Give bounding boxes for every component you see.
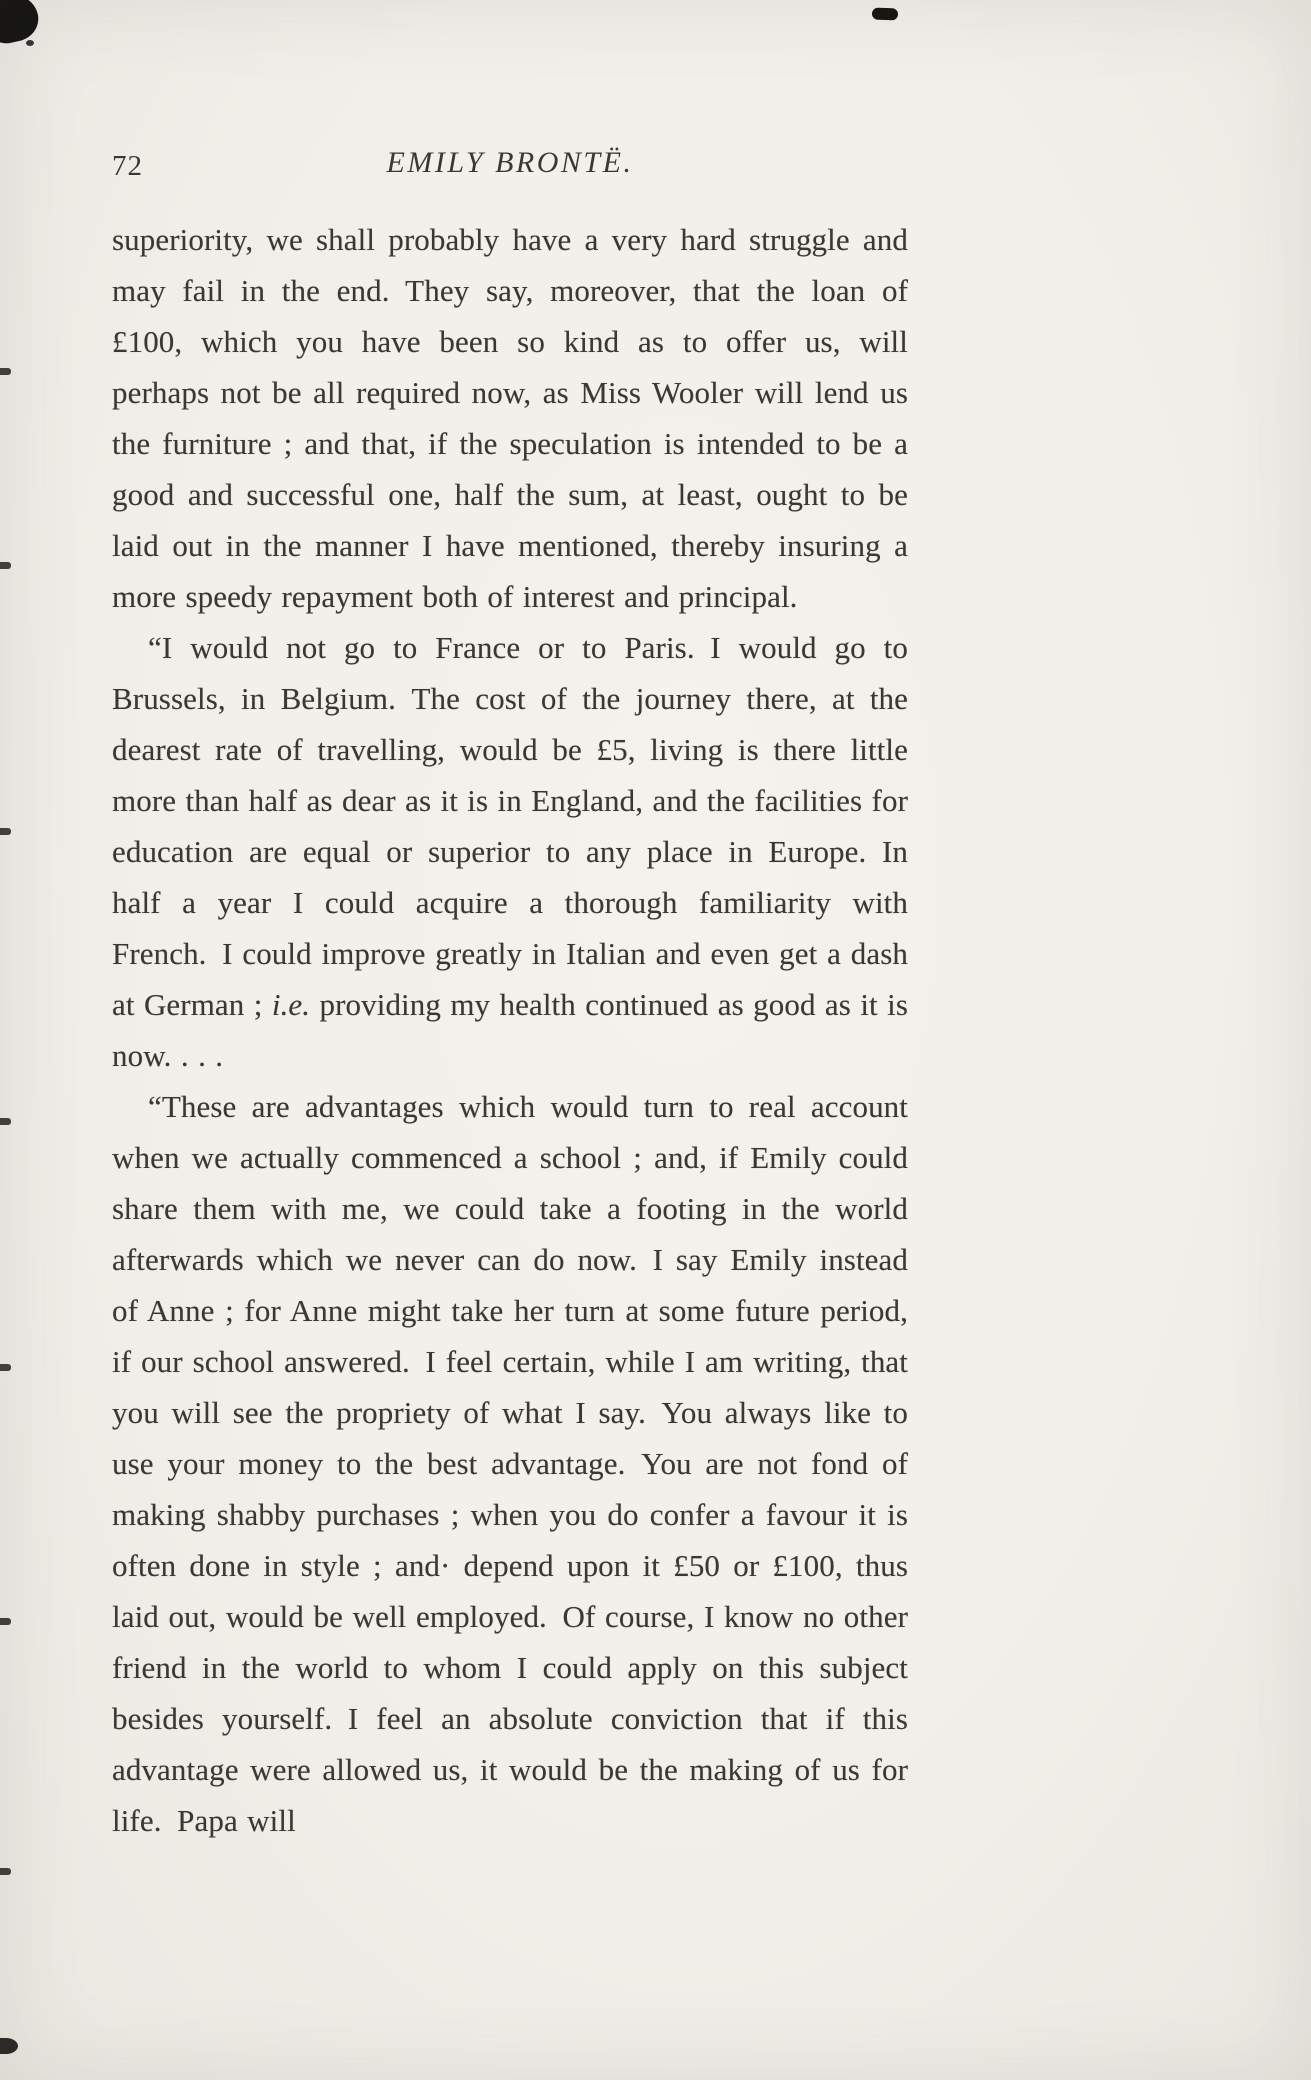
paragraph: superiority, we shall probably have a very hard struggle and may fail in the end. They say, moreover, that the loan of £100, which you have been so kind as to offer us, will perhaps not be all required now, as Miss Wooler will lend us the furniture ; and that, if the speculation is intended to be a good and successful one, half the sum, at least, ought to be laid out in the manner I have mentioned, thereby insuring a more speedy repayment both of interest and principal.: [112, 222, 908, 614]
scan-artifact-edge-mark: [0, 828, 11, 835]
scan-artifact-corner-mark: [0, 2038, 18, 2054]
page-headline: [112, 146, 908, 192]
scan-artifact-ink-blob: [0, 0, 42, 47]
page-number: 72: [112, 150, 143, 182]
scan-artifact-dash: [872, 8, 898, 21]
scan-artifact-edge-mark: [0, 562, 11, 569]
scan-artifact-speck: [26, 40, 34, 46]
scan-artifact-edge-mark: [0, 368, 11, 375]
paragraph: “These are advantages which would turn to real account when we actually commenced a school ; and, if Emily could share them with me, we could take a footing in the world afterwards which we never can do now. I say Emily instead of Anne ; for Anne might take her turn at some future period, if our school answered. I feel certain, while I am writing, that you will see the propriety of what I say. You always like to use your money to the best advantage. You are not fond of making shabby purchases ; when you do confer a favour it is often done in style ; and· depend upon it £50 or £100, thus laid out, would be well employed. Of course, I know no other friend in the world to whom I could apply on this subject besides yourself. I feel an absolute conviction that if this advantage were allowed us, it would be the making of us for life. Papa will: [112, 1089, 908, 1838]
scan-artifact-edge-mark: [0, 1364, 11, 1371]
body-text: [112, 214, 908, 1846]
scan-artifact-edge-mark: [0, 1118, 11, 1125]
scan-artifact-edge-mark: [0, 1618, 11, 1625]
running-header: EMILY BRONTË.: [386, 146, 634, 179]
scan-artifact-edge-mark: [0, 1868, 11, 1875]
paragraph: “I would not go to France or to Paris. I would go to Brussels, in Belgium. The cost of the journey there, at the dearest rate of travelling, would be £5, living is there little more than half as dear as it is in England, and the facilities for education are equal or superior to any place in Europe. In half a year I could acquire a thorough familiarity with French. I could improve greatly in Italian and even get a dash at German ; i.e. providing my health continued as good as it is now. . . .: [112, 630, 908, 1073]
page-content: [112, 146, 908, 1846]
